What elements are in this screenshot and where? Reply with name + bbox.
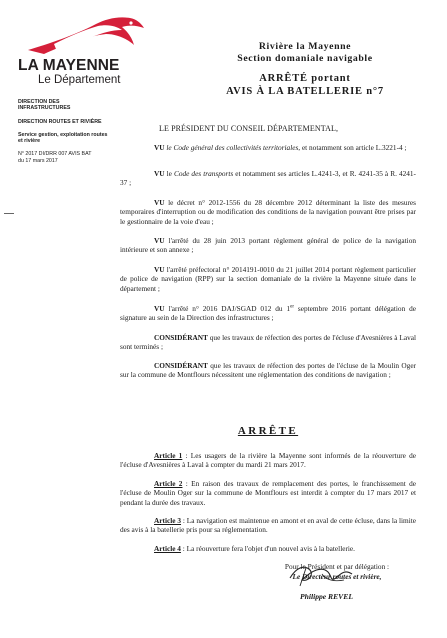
visa-paragraph: VU le Code des transports et notamment ses articles L.4241-3, et R. 4241-35 à R. 4241-37 ; <box>120 169 416 188</box>
article-paragraph: Article 2 : En raison des travaux de remplacement des portes, le franchissement de l'écluse de Moulin Oger sur la commune de Montflours est interdit à compter du 17 mars 2017 et pendant la durée des travaux. <box>120 479 416 507</box>
direction-name: DIRECTION DES INFRASTRUCTURES <box>18 99 71 112</box>
header-section: Section domaniale navigable <box>237 53 373 64</box>
considerant-paragraph: CONSIDÉRANT que les travaux de réfection des portes de l'écluse d'Avesnières à Laval sont terminés ; <box>120 333 416 352</box>
president-heading: LE PRÉSIDENT DU CONSEIL DÉPARTEMENTAL, <box>159 124 339 133</box>
handwritten-signature <box>282 556 362 590</box>
article-paragraph: Article 1 : Les usagers de la rivière la Mayenne sont informés de la réouverture de l'écluse d'Avesnières à Laval à compter du mardi 21 mars 2017. <box>120 451 416 470</box>
signature-delegation: Pour le Président et par délégation : <box>284 562 390 571</box>
service-name: Service gestion, exploitation routes et rivière <box>18 131 108 145</box>
fold-mark <box>4 213 14 214</box>
visa-paragraph: VU l'arrêté n° 2016 DAJ/SGAD 012 du 1er septembre 2016 portant délégation de signature au sein de la Direction des infrastructures ; <box>120 304 417 323</box>
document-header <box>180 41 430 98</box>
signatory-name: Philippe REVEL <box>300 592 353 601</box>
header-river: Rivière la Mayenne <box>258 41 352 52</box>
article-paragraph: Article 3 : La navigation est maintenue en amont et en aval de cette écluse, dans la limite des avis à la batellerie pris pour sa réglementation. <box>120 516 416 535</box>
signature-title: Le Directeur routes et rivière, <box>292 572 382 581</box>
sub-direction: DIRECTION ROUTES ET RIVIÈRE <box>18 118 102 125</box>
header-avis: AVIS À LA BATELLERIE n°7 <box>226 86 384 97</box>
reference-number: N° 2017 DI/DRR 007 AVIS BAT du 17 mars 2017 <box>18 151 92 164</box>
logo-title: LA MAYENNE <box>18 57 120 74</box>
header-arrete: ARRÊTÉ portant <box>259 73 351 84</box>
department-logo <box>18 14 146 94</box>
considerant-paragraph: CONSIDÉRANT que les travaux de réfection des portes de l'écluse de la Moulin Oger sur la commune de Montflours nécessitent une réglementation des conditions de navigation ; <box>120 361 416 380</box>
left-column <box>18 99 122 164</box>
visa-paragraph: VU l'arrêté préfectoral n° 2014191-0010 du 21 juillet 2014 portant règlement particulier de police de navigation (RPP) sur la section domaniale de la rivière la Mayenne située dans le département ; <box>120 265 416 293</box>
visa-paragraph: VU le Code général des collectivités territoriales, et notamment son article L.3221-4 ; <box>154 143 407 152</box>
visa-paragraph: VU le décret n° 2012-1556 du 28 décembre 2012 déterminant la liste des mesures temporaires d'interruption ou de modification des conditions de la navigation pouvant être prises par le gestionnaire de la voie d'eau ; <box>120 198 416 226</box>
horse-head-logo-icon <box>18 14 146 60</box>
logo-subtitle: Le Département <box>38 74 121 86</box>
visa-paragraph: VU l'arrêté du 28 juin 2013 portant règlement général de police de la navigation intérieure et son annexe ; <box>120 236 416 255</box>
article-paragraph: Article 4 : La réouverture fera l'objet d'un nouvel avis à la batellerie. <box>154 544 355 553</box>
arrete-heading: ARRÊTE <box>237 425 299 437</box>
